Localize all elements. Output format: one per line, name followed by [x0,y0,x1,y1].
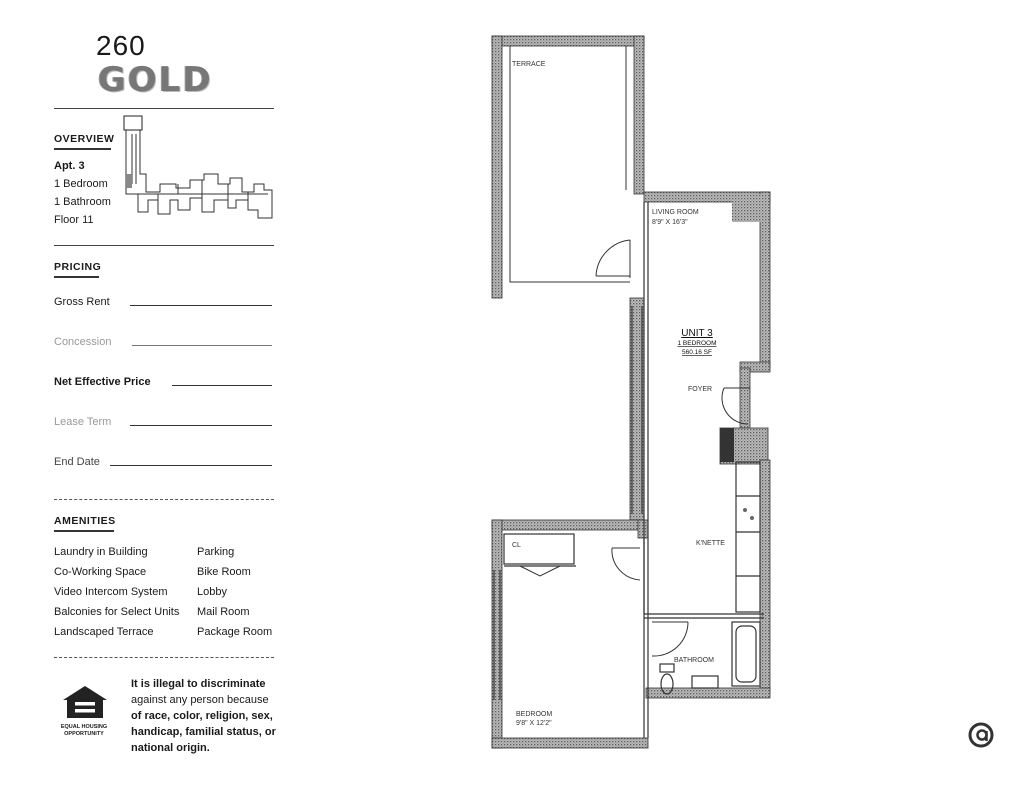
amenity-item: Package Room [197,626,273,638]
equal-housing-logo-text: EQUAL HOUSING OPPORTUNITY [60,724,108,737]
foyer-label: FOYER [688,386,713,393]
net-effective-price-label: Net Effective Price [54,376,151,388]
amenity-item: Co-Working Space [54,566,147,578]
terrace-label: TERRACE [512,61,546,68]
amenity-item: Landscaped Terrace [54,626,154,638]
apartment-number: Apt. 3 [54,160,85,172]
bedroom-count: 1 Bedroom [54,178,108,190]
unit-label: UNIT 3 [681,328,713,339]
bathroom-count: 1 Bathroom [54,196,111,208]
overview-heading: OVERVIEW [54,133,115,145]
unit-area: 560.16 SF [682,349,712,356]
kitchenette-label: K'NETTE [696,540,725,547]
brand-logo-word: GOLD [98,60,213,100]
concession-label: Concession [54,336,112,348]
bedroom-label: BEDROOM [516,711,553,718]
amenity-item: Laundry in Building [54,546,148,558]
brand-number: 260 [96,30,146,61]
brand-mark-icon [968,722,994,748]
amenities-heading: AMENITIES [54,515,116,527]
bathroom-label: BATHROOM [674,657,714,664]
bedroom-dimensions: 9'8" X 12'2" [516,720,552,727]
amenity-item: Video Intercom System [54,586,168,598]
amenity-item: Balconies for Select Units [54,606,180,618]
floor-number: Floor 11 [54,214,94,226]
end-date-label: End Date [54,456,100,468]
gross-rent-label: Gross Rent [54,296,110,308]
closet-label: CL [512,542,521,549]
unit-type: 1 BEDROOM [677,340,717,347]
equal-housing-statement: It is illegal to discriminate against any person because of race, color, religion, sex, handicap, familial status, or national origin. [131,678,276,754]
living-room-dimensions: 8'9" X 16'3" [652,219,688,226]
amenity-item: Lobby [197,586,227,598]
lease-term-label: Lease Term [54,416,112,428]
amenity-item: Parking [197,546,235,558]
amenity-item: Bike Room [197,566,251,578]
living-room-label: LIVING ROOM [652,209,699,216]
amenity-item: Mail Room [197,606,250,618]
pricing-heading: PRICING [54,261,102,273]
